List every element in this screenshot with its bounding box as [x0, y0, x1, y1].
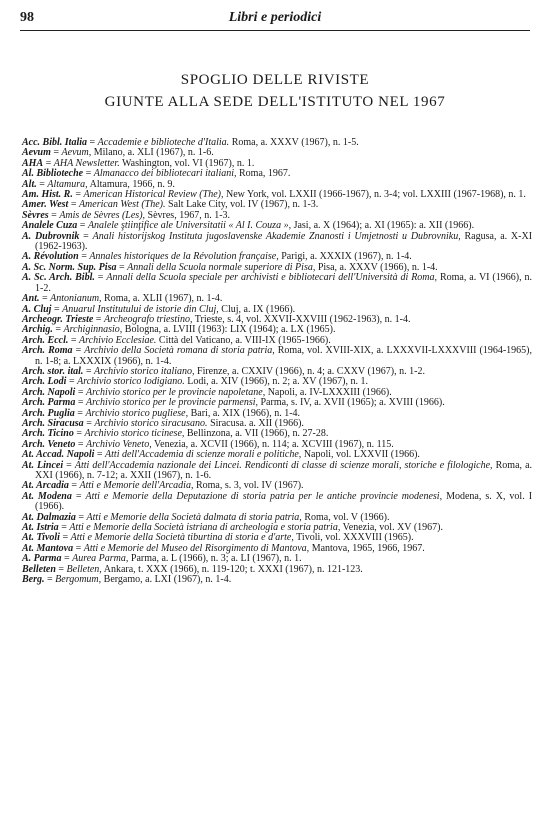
entry-full-title: Annales historiques de la Révolution française, [89, 251, 279, 263]
equals-sign: = [79, 230, 93, 242]
equals-sign: = [55, 563, 67, 575]
entry-details: Ragusa, a. X-XI (1962-1963). [35, 230, 533, 253]
equals-sign: = [52, 324, 64, 336]
equals-sign: = [75, 511, 87, 523]
equals-sign: = [75, 397, 86, 409]
entry-abbreviation: Alt. [22, 178, 37, 190]
entry-full-title: Analele ştiinţifice ale Universitatii « Al I. Couza », [87, 220, 292, 232]
entry-full-title: Aevum, [61, 147, 92, 159]
equals-sign: = [39, 293, 51, 305]
equals-sign: = [75, 386, 86, 398]
entry-full-title: Atti e Memorie della Società dalmata di storia patria, [86, 511, 302, 523]
equals-sign: = [68, 480, 80, 492]
entry-full-title: Archivio storico per le provincie napoletane, [85, 386, 266, 398]
entry-abbreviation: Arch. Roma [22, 345, 73, 357]
entry-full-title: Atti e Memorie del Museo del Risorgimento di Mantova, [83, 542, 310, 554]
entry-full-title: Accademie e biblioteche d'Italia. [97, 137, 230, 148]
entry-full-title: Archivio storico ticinese, [84, 428, 185, 440]
equals-sign: = [59, 532, 71, 544]
entry-details: Roma, a. VI (1966), n. 1-2. [35, 272, 533, 294]
entry-full-title: Bergomum, [55, 574, 102, 586]
entry-details: Roma, a. XXI (1966), n. 7-12; a. XXII (1967), n. 1-6. [35, 459, 533, 481]
list-item [22, 461, 532, 482]
entry-details: Parigi, a. XXXIX (1967), n. 1-4. [281, 251, 412, 263]
entry-full-title: Anali historijskog Instituta jugoslavenske Akademie Znanosti i Umjetnosti u Dubrovniku, [92, 230, 461, 242]
equals-sign: = [116, 261, 128, 273]
equals-sign: = [75, 438, 86, 450]
entry-abbreviation: Arch. Ticino [22, 428, 74, 440]
entry-details: Bellinzona, a. VII (1966), n. 27-28. [186, 428, 329, 440]
entry-abbreviation: Arch. Napoli [22, 386, 76, 398]
entry-details: Washington, vol. VI (1967), n. 1. [122, 157, 255, 169]
entry-details: Città del Vaticano, a. VIII-IX (1965-1966). [158, 334, 331, 346]
entry-abbreviation: At. Istria [22, 522, 59, 534]
equals-sign: = [50, 147, 62, 159]
equals-sign: = [78, 251, 90, 263]
entry-full-title: Archivio Ecclesiae. [79, 334, 157, 346]
entry-details: Parma, s. IV, a. XVII (1965); a. XVIII (1966). [260, 397, 445, 409]
entry-full-title: Atti dell'Accademia nazionale dei Lincei. Rendiconti di classe di scienze morali, storiche e filologiche, [74, 459, 493, 471]
entry-abbreviation: Arch. Veneto [22, 438, 76, 450]
entry-details: New York, vol. LXXII (1966-1967), n. 3-4; vol. LXXIII (1967-1968), n. 1. [225, 189, 526, 201]
entry-full-title: Archivio Veneto, [85, 438, 152, 450]
entry-details: Siracusa. a. XII (1966). [210, 417, 304, 429]
entry-abbreviation: Arch. stor. ital. [22, 365, 84, 377]
entry-details: Venezia, vol. XV (1967). [342, 522, 444, 534]
equals-sign: = [94, 449, 106, 461]
entry-full-title: Archivio della Società romana di storia patria, [84, 345, 275, 357]
section-title: SPOGLIO DELLE RIVISTE [180, 72, 370, 88]
entry-details: Lodi, a. XIV (1966), n. 2; a. XV (1967), n. 1. [187, 376, 368, 388]
entry-full-title: Archivio storico lodigiano. [77, 376, 185, 388]
entry-abbreviation: AHA [22, 157, 44, 169]
equals-sign: = [68, 334, 80, 346]
equals-sign: = [74, 407, 86, 419]
entry-full-title: Archivio storico italiano, [94, 365, 195, 377]
equals-sign: = [66, 376, 78, 388]
entry-abbreviation: At. Mantova [22, 542, 74, 554]
entry-details: Milano, a. XLI (1967), n. 1-6. [93, 147, 214, 159]
entry-details: Mantova, 1965, 1966, 1967. [311, 542, 425, 554]
entry-full-title: American West (The). [78, 199, 166, 211]
entry-abbreviation: Arch. Puglia [22, 407, 75, 419]
entry-abbreviation: A. Parma [22, 553, 62, 565]
entry-abbreviation: Belleten [22, 563, 56, 575]
entry-full-title: Archivio storico per le provincie parmensi, [85, 397, 258, 409]
entry-abbreviation: Arch. Parma [22, 397, 76, 409]
entry-full-title: Antonianum, [50, 293, 102, 305]
entry-abbreviation: At. Lincei [22, 459, 64, 471]
equals-sign: = [83, 365, 95, 377]
entry-abbreviation: Aevum [22, 147, 51, 159]
equals-sign: = [72, 345, 85, 357]
header-rule [20, 30, 530, 31]
entry-abbreviation: Berg. [22, 574, 45, 586]
entry-full-title: Atti e Memorie della Società tiburtina di storia e d'arte, [70, 532, 294, 544]
entry-full-title: Atti e Memorie della Società istriana di archeologia e storia patria, [69, 522, 341, 534]
entry-details: Sèvres, 1967, n. 1-3. [147, 209, 231, 221]
periodicals-list [22, 138, 532, 585]
equals-sign: = [83, 168, 94, 180]
entry-details: Firenze, a. CXXIV (1966), n. 4; a. CXXV (1967), n. 1-2. [197, 365, 425, 377]
entry-details: Roma, a. XXXV (1967), n. 1-5. [231, 137, 359, 148]
entry-details: Trieste, s. 4, vol. XXVII-XXVIII (1962-1963), n. 1-4. [194, 313, 411, 325]
entry-full-title: Archiginnasio, [63, 324, 123, 336]
entry-details: Bari, a. XIX (1966), n. 1-4. [190, 407, 301, 419]
entry-details: Cluj, a. IX (1966). [221, 303, 296, 315]
equals-sign: = [94, 272, 107, 284]
entry-abbreviation: At. Tivoli [22, 532, 60, 544]
entry-full-title: Atti e Memorie dell'Arcadia, [79, 480, 194, 492]
entry-abbreviation: Arch. Lodi [22, 376, 67, 388]
entry-full-title: Archeografo triestino, [103, 313, 193, 325]
entry-abbreviation: Al. Biblioteche [22, 168, 84, 180]
entry-abbreviation: Arch. Siracusa [22, 417, 84, 429]
equals-sign: = [63, 459, 75, 471]
entry-full-title: American Historical Review (The), [83, 189, 224, 201]
entry-details: Roma, s. 3, vol. IV (1967). [195, 480, 304, 492]
entry-details: Bologna, a. LVIII (1963): LIX (1964); a. LX (1965). [124, 324, 336, 336]
entry-full-title: Amis de Sèvres (Les), [59, 209, 146, 221]
equals-sign: = [87, 137, 98, 148]
entry-abbreviation: A. Sc. Norm. Sup. Pisa [22, 261, 117, 273]
equals-sign: = [44, 574, 56, 586]
entry-abbreviation: Amer. West [22, 199, 69, 211]
entry-full-title: Archivio storico pugliese, [85, 407, 189, 419]
entry-abbreviation: A. Dubrovnik [22, 230, 80, 242]
page-header [20, 10, 530, 28]
running-title: Libri e periodici [228, 10, 322, 25]
equals-sign: = [77, 220, 88, 232]
entry-abbreviation: Acc. Bibl. Italia [22, 137, 87, 148]
list-item [22, 492, 532, 513]
equals-sign: = [71, 490, 86, 502]
entry-full-title: Belleten, [66, 563, 102, 575]
entry-abbreviation: Archeogr. Trieste [22, 313, 94, 325]
entry-abbreviation: Analele Cuza [22, 220, 78, 232]
entry-details: Altamura, 1966, n. 9. [89, 178, 175, 190]
list-item [22, 232, 532, 253]
entry-details: Jasi, a. X (1964); a. XI (1965): a. XII (1966). [293, 220, 475, 232]
entry-full-title: Annali della Scuola normale superiore di Pisa, [127, 261, 316, 273]
equals-sign: = [72, 189, 84, 201]
equals-sign: = [36, 178, 48, 190]
equals-sign: = [83, 417, 95, 429]
entry-abbreviation: A. Révolution [22, 251, 79, 263]
entry-details: Roma, 1967. [239, 168, 291, 180]
entry-abbreviation: At. Modena [22, 490, 72, 502]
entry-details: Venezia, a. XCVII (1966), n. 114; a. XCVIII (1967), n. 115. [154, 438, 394, 450]
entry-abbreviation: A. Sc. Arch. Bibl. [22, 272, 95, 284]
entry-details: Ankara, t. XXX (1966), n. 119-120; t. XXXI (1967), n. 121-123. [103, 563, 363, 575]
entry-full-title: Archivio storico siracusano. [94, 417, 208, 429]
entry-abbreviation: At. Arcadia [22, 480, 69, 492]
entry-details: Modena, s. X, vol. I (1966). [35, 490, 533, 513]
list-item [22, 273, 532, 294]
equals-sign: = [43, 157, 54, 169]
entry-abbreviation: Am. Hist. R. [22, 189, 73, 201]
entry-full-title: Annali della Scuola speciale per archivisti e bibliotecari dell'Università di Roma, [106, 272, 438, 284]
entry-abbreviation: At. Accad. Napoli [22, 449, 95, 461]
section-subtitle: GIUNTE ALLA SEDE DELL'ISTITUTO NEL 1967 [104, 94, 446, 110]
entry-abbreviation: Sèvres [22, 209, 49, 221]
equals-sign: = [68, 199, 79, 211]
entry-abbreviation: A. Cluj [22, 303, 52, 315]
equals-sign: = [73, 428, 85, 440]
entry-details: Tivoli, vol. XXXVIII (1965). [296, 532, 414, 544]
entry-full-title: Atti dell'Accademia di scienze morali e politiche, [105, 449, 302, 461]
entry-abbreviation: Ant. [22, 293, 40, 305]
entry-details: Pisa, a. XXXV (1966), n. 1-4. [317, 261, 438, 273]
entry-details: Napoli, a. IV-LXXXIII (1966). [267, 386, 392, 398]
equals-sign: = [58, 522, 70, 534]
entry-abbreviation: Archig. [22, 324, 53, 336]
entry-details: Roma, a. XLII (1967), n. 1-4. [104, 293, 223, 305]
entry-details: Roma, vol. V (1966). [304, 511, 390, 523]
list-item [22, 575, 532, 585]
list-item [22, 346, 532, 367]
entry-abbreviation: Arch. Eccl. [22, 334, 69, 346]
entry-full-title: AHA Newsletter. [53, 157, 120, 169]
equals-sign: = [48, 209, 60, 221]
entry-full-title: Almanacco dei bibliotecari italiani, [93, 168, 237, 180]
equals-sign: = [61, 553, 73, 565]
equals-sign: = [51, 303, 63, 315]
equals-sign: = [93, 313, 104, 325]
entry-details: Salt Lake City, vol. IV (1967), n. 1-3. [168, 199, 319, 211]
entry-full-title: Altamura, [47, 178, 88, 190]
entry-details: Parma, a. L (1966), n. 3; a. LI (1967), n. 1. [130, 553, 302, 565]
entry-full-title: Aurea Parma, [72, 553, 129, 565]
page-number: 98 [20, 10, 34, 25]
entry-full-title: Anuarul Institutului de istorie din Cluj, [62, 303, 219, 315]
entry-details: Napoli, vol. LXXVII (1966). [303, 449, 420, 461]
equals-sign: = [73, 542, 84, 554]
entry-abbreviation: At. Dalmazia [22, 511, 76, 523]
entry-details: Bergamo, a. LXI (1967), n. 1-4. [103, 574, 232, 586]
entry-full-title: Atti e Memorie della Deputazione di storia patria per le antiche provincie modenesi, [85, 490, 443, 502]
entry-details: Roma, vol. XVIII-XIX, a. LXXXVII-LXXXVIII (1964-1965), n. 1-8; a. LXXXIX (1966), n. 1-4. [35, 345, 532, 367]
